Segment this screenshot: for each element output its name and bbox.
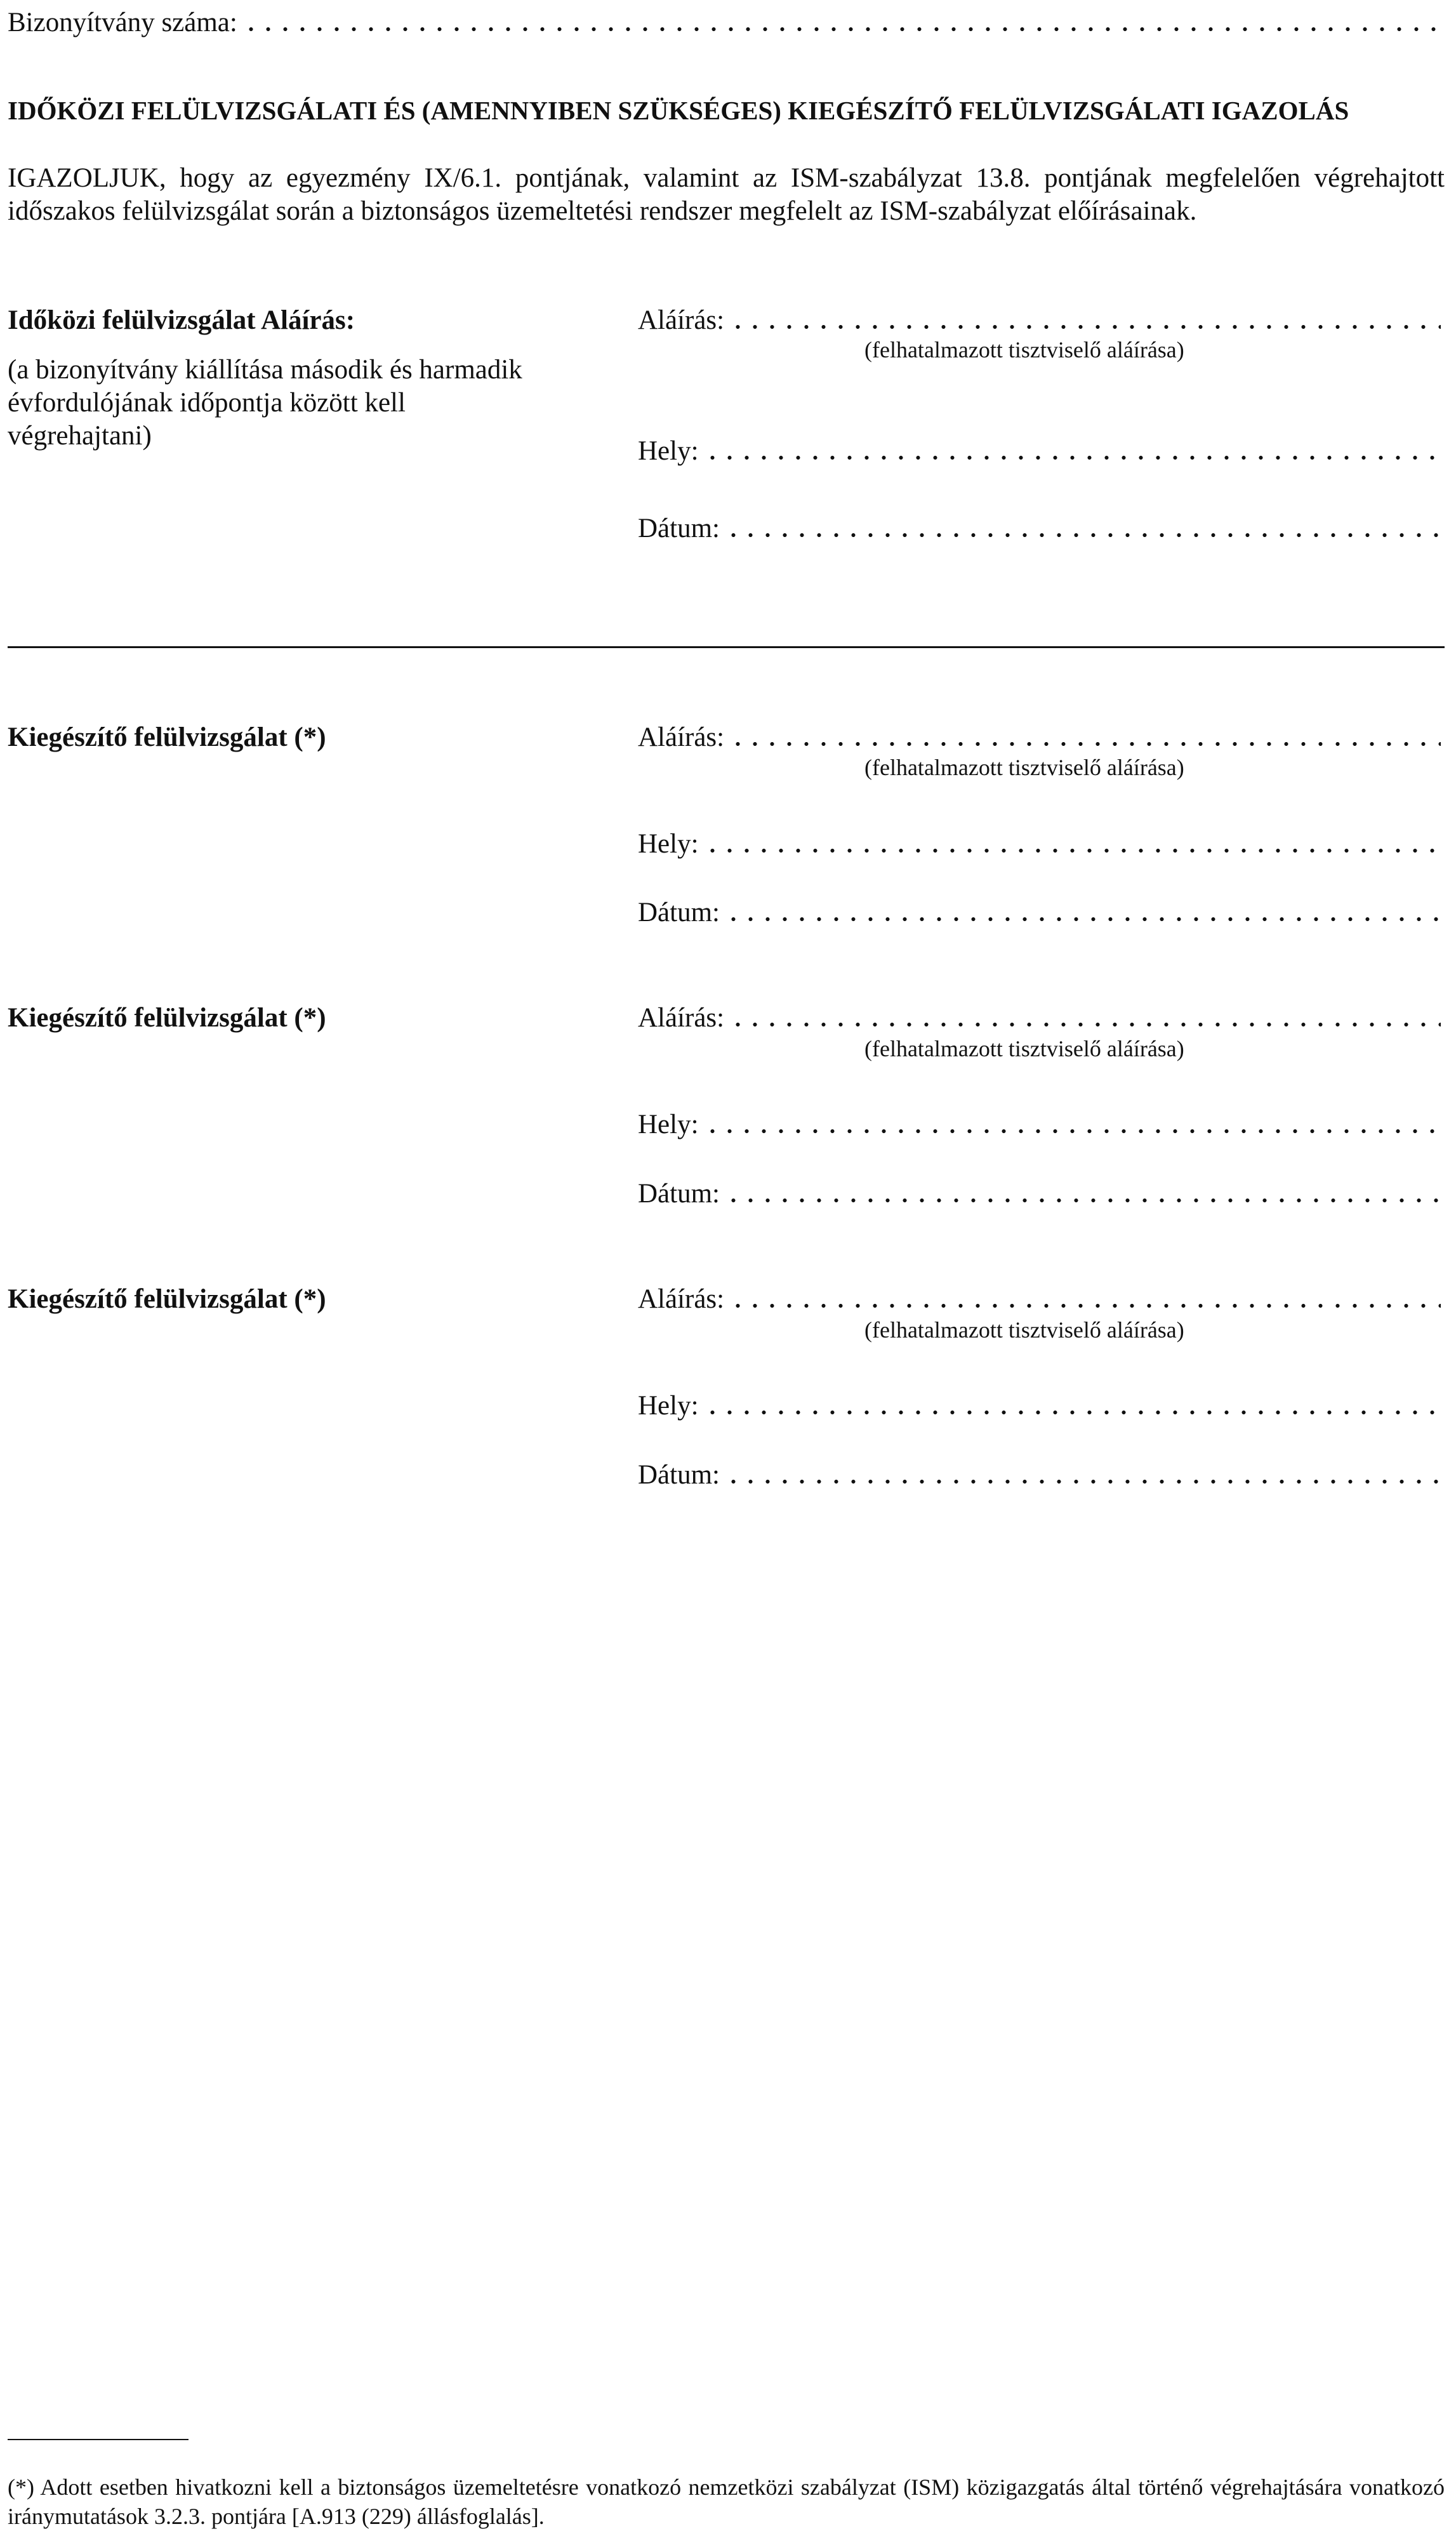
intermediate-date-field[interactable] bbox=[638, 512, 1441, 545]
cert-number-dotted-line[interactable] bbox=[242, 27, 1441, 32]
additional-3-date-field[interactable] bbox=[638, 1459, 1441, 1492]
signature-dotted-line[interactable] bbox=[729, 324, 1441, 329]
footnote: (*) Adott esetben hivatkozni kell a biztonságos üzemeltetésre vonatkozó nemzetközi szabályzat (ISM) közigazgatás által történő végrehajtására vonatkozó iránymutatások 3.2.3. pontjára [A.913 (229) állásfoglalás]. bbox=[8, 2474, 1445, 2529]
cert-number-field[interactable] bbox=[8, 6, 1441, 39]
date-dotted-line[interactable] bbox=[725, 1479, 1441, 1484]
additional-1-signature-field[interactable] bbox=[638, 721, 1441, 754]
additional-heading-1: Kiegészítő felülvizsgálat (*) bbox=[8, 722, 326, 752]
signature-caption: (felhatalmazott tisztviselő aláírása) bbox=[864, 337, 1184, 362]
signature-label: Aláírás: bbox=[638, 722, 725, 752]
signature-dotted-line[interactable] bbox=[729, 1303, 1441, 1308]
place-dotted-line[interactable] bbox=[704, 1410, 1441, 1415]
intermediate-place-field[interactable] bbox=[638, 435, 1441, 468]
cert-number-label: Bizonyítvány száma: bbox=[8, 8, 237, 37]
date-label: Dátum: bbox=[638, 898, 720, 927]
additional-3-place-field[interactable] bbox=[638, 1390, 1441, 1423]
place-label: Hely: bbox=[638, 829, 699, 859]
additional-heading-3: Kiegészítő felülvizsgálat (*) bbox=[8, 1284, 326, 1314]
signature-label: Aláírás: bbox=[638, 1003, 725, 1033]
place-label: Hely: bbox=[638, 436, 699, 466]
signature-caption: (felhatalmazott tisztviselő aláírása) bbox=[864, 1036, 1184, 1061]
additional-1-place-field[interactable] bbox=[638, 828, 1441, 861]
additional-3-signature-field[interactable] bbox=[638, 1283, 1441, 1316]
section-divider bbox=[8, 646, 1445, 648]
date-label: Dátum: bbox=[638, 1460, 720, 1490]
intermediate-signature-field[interactable] bbox=[638, 304, 1441, 337]
additional-2-signature-field[interactable] bbox=[638, 1002, 1441, 1035]
signature-label: Aláírás: bbox=[638, 305, 725, 335]
intermediate-note: (a bizonyítvány kiállítása második és harmadik évfordulójának időpontja között kell végrehajtani) bbox=[8, 355, 522, 451]
additional-2-place-field[interactable] bbox=[638, 1108, 1441, 1141]
intro-paragraph: IGAZOLJUK, hogy az egyezmény IX/6.1. pontjának, valamint az ISM-szabályzat 13.8. pontjának megfelelően végrehajtott időszakos felülvizsgálat során a biztonságos üzemeltetési rendszer megfelelt az ISM-szabályzat előírásainak. bbox=[8, 163, 1445, 226]
additional-2-date-field[interactable] bbox=[638, 1178, 1441, 1211]
footnote-rule bbox=[8, 2439, 189, 2440]
place-dotted-line[interactable] bbox=[704, 848, 1441, 853]
place-dotted-line[interactable] bbox=[704, 1129, 1441, 1134]
date-dotted-line[interactable] bbox=[725, 1198, 1441, 1203]
signature-caption: (felhatalmazott tisztviselő aláírása) bbox=[864, 755, 1184, 780]
place-label: Hely: bbox=[638, 1391, 699, 1421]
signature-label: Aláírás: bbox=[638, 1284, 725, 1314]
place-label: Hely: bbox=[638, 1110, 699, 1139]
signature-dotted-line[interactable] bbox=[729, 1022, 1441, 1027]
place-dotted-line[interactable] bbox=[704, 455, 1441, 460]
intermediate-heading: Időközi felülvizsgálat Aláírás: bbox=[8, 305, 355, 335]
additional-heading-2: Kiegészítő felülvizsgálat (*) bbox=[8, 1003, 326, 1033]
date-dotted-line[interactable] bbox=[725, 533, 1441, 538]
additional-1-date-field[interactable] bbox=[638, 896, 1441, 929]
date-label: Dátum: bbox=[638, 514, 720, 543]
signature-dotted-line[interactable] bbox=[729, 741, 1441, 747]
page-title: IDŐKÖZI FELÜLVIZSGÁLATI ÉS (AMENNYIBEN SZÜKSÉGES) KIEGÉSZÍTŐ FELÜLVIZSGÁLATI IGAZOLÁS bbox=[8, 96, 1349, 125]
date-dotted-line[interactable] bbox=[725, 917, 1441, 922]
date-label: Dátum: bbox=[638, 1179, 720, 1209]
signature-caption: (felhatalmazott tisztviselő aláírása) bbox=[864, 1317, 1184, 1343]
